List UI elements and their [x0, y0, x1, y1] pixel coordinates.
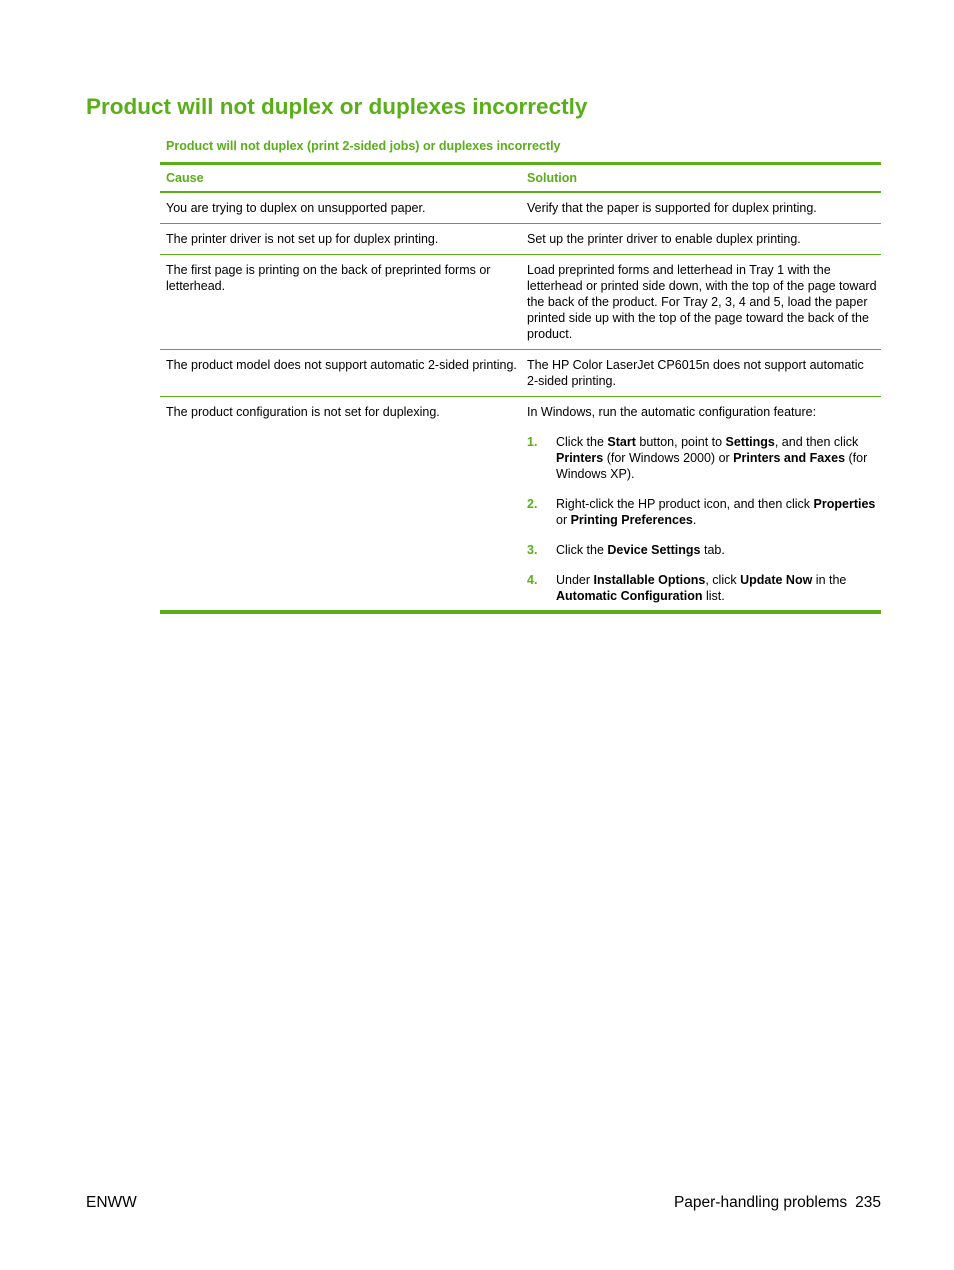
solution-cell: Set up the printer driver to enable duplex printing.	[527, 232, 801, 246]
step-ui-term: Start	[607, 435, 636, 449]
step-item	[527, 496, 877, 528]
page-number: 235	[855, 1194, 881, 1211]
step-ui-term: Installable Options	[593, 573, 706, 587]
step-number: 1.	[527, 435, 538, 449]
step-ui-term: Properties	[813, 497, 876, 511]
solution-intro: In Windows, run the automatic configuration feature:	[527, 405, 817, 419]
step-text-part: , click	[705, 573, 741, 587]
cause-cell: The product configuration is not set for duplexing.	[166, 405, 440, 419]
step-text-part: list.	[702, 589, 725, 603]
step-text-part: (for Windows XP).	[556, 451, 868, 481]
cause-cell: The first page is printing on the back of preprinted forms or letterhead.	[166, 263, 491, 293]
step-text-part: (for Windows 2000) or	[603, 451, 734, 465]
step-number: 3.	[527, 543, 538, 557]
step-ui-term: Settings	[725, 435, 775, 449]
step-ui-term: Automatic Configuration	[556, 589, 703, 603]
step-ui-term: Printers and Faxes	[733, 451, 846, 465]
table-row	[160, 224, 881, 255]
solution-cell: Verify that the paper is supported for duplex printing.	[527, 201, 817, 215]
step-text-part: .	[692, 513, 697, 527]
table-row	[160, 397, 881, 614]
cause-solution-table	[160, 162, 881, 614]
step-number: 4.	[527, 573, 538, 587]
footer-page-info	[674, 1194, 881, 1212]
step-text-part: Under	[556, 573, 594, 587]
step-text	[556, 572, 877, 604]
table-row	[160, 255, 881, 350]
step-text	[556, 542, 877, 558]
step-number: 2.	[527, 497, 538, 511]
solution-cell: Load preprinted forms and letterhead in Tray 1 with the letterhead or printed side down, with the top of the page toward the back of the product. For Tray 2, 3, 4 and 5, load the paper printed side up with the top of the page toward the back of the product.	[527, 263, 877, 341]
table-header	[160, 162, 881, 193]
cause-cell: The printer driver is not set up for duplex printing.	[166, 232, 439, 246]
table-row	[160, 193, 881, 224]
page-title: Product will not duplex or duplexes incorrectly	[86, 94, 588, 119]
solution-cell: The HP Color LaserJet CP6015n does not support automatic 2-sided printing.	[527, 358, 864, 388]
step-ui-term: Printing Preferences	[570, 513, 693, 527]
step-ui-term: Update Now	[740, 573, 813, 587]
step-text-part: Right-click the HP product icon, and then click	[556, 497, 814, 511]
step-text-part: tab.	[700, 543, 725, 557]
step-text-part: , and then click	[774, 435, 859, 449]
cause-cell: The product model does not support automatic 2-sided printing.	[166, 358, 517, 372]
step-ui-term: Device Settings	[607, 543, 701, 557]
steps-list	[527, 434, 877, 604]
step-ui-term: Printers	[556, 451, 604, 465]
table-caption: Product will not duplex (print 2-sided jobs) or duplexes incorrectly	[166, 139, 561, 153]
step-text-part: Click the	[556, 435, 608, 449]
cause-cell: You are trying to duplex on unsupported paper.	[166, 201, 426, 215]
solution-cell	[521, 404, 881, 604]
step-item	[527, 434, 877, 482]
step-text-part: button, point to	[635, 435, 726, 449]
step-text	[556, 434, 877, 482]
footer-doc-code: ENWW	[86, 1194, 137, 1211]
header-solution: Solution	[527, 171, 577, 185]
step-text-part: in the	[812, 573, 847, 587]
header-cause: Cause	[166, 171, 204, 185]
step-text-part: Click the	[556, 543, 608, 557]
step-text	[556, 496, 877, 528]
step-item	[527, 542, 877, 558]
table-row	[160, 350, 881, 397]
footer-section: Paper-handling problems	[673, 1194, 848, 1211]
step-text-part: or	[556, 513, 571, 527]
step-item	[527, 572, 877, 604]
